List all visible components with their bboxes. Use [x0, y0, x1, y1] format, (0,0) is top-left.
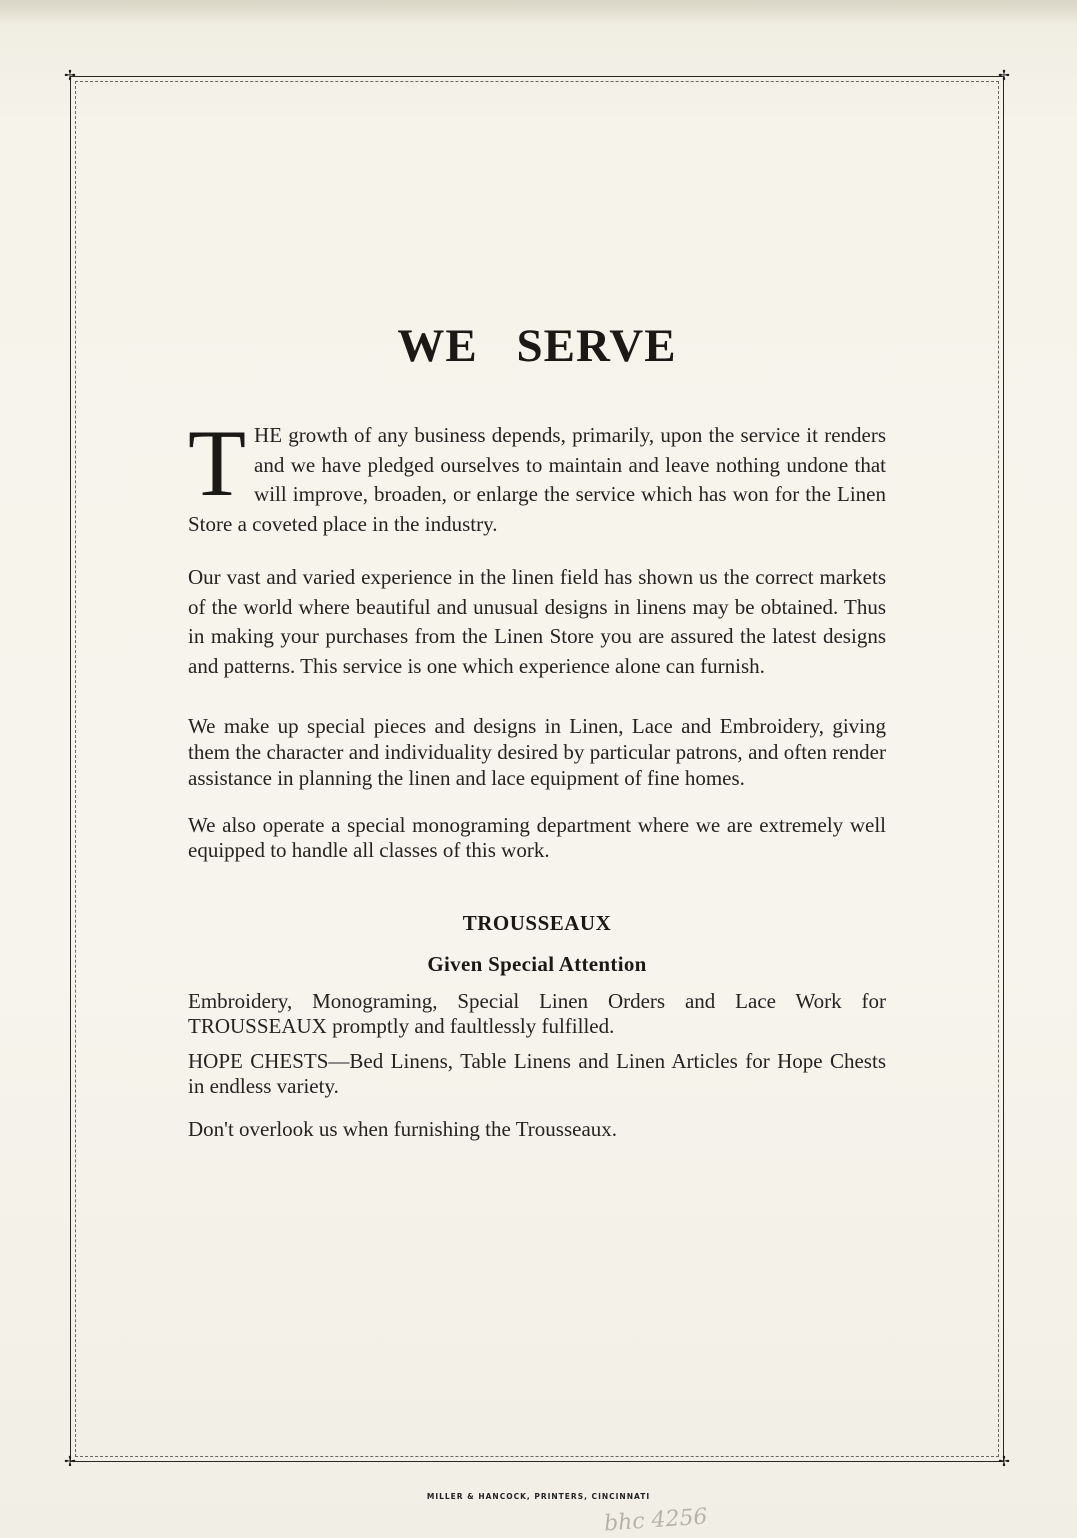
paragraph-trousseaux: Embroidery, Monograming, Special Linen Orders and Lace Work for TROUSSEAUX promptly and faultlessly fulfilled. [188, 989, 886, 1038]
drop-cap: T [188, 410, 247, 516]
paragraph-special-pieces: We make up special pieces and designs in Linen, Lace and Embroidery, giving them the character and individuality desired by particular patrons, and often render assistance in planning the linen and lace equipment of fine homes. [188, 714, 886, 790]
cross-ornament-icon: ✢ [998, 1454, 1010, 1470]
page-title: WE SERVE [397, 320, 677, 372]
cross-ornament-icon: ✢ [64, 1454, 76, 1470]
printer-credit: MILLER & HANCOCK, PRINTERS, CINCINNATI [426, 1492, 651, 1501]
handwritten-catalog-note: bhc 4256 [603, 1504, 709, 1537]
paragraph-hope-chests: HOPE CHESTS—Bed Linens, Table Linens and Linen Articles for Hope Chests in endless variety. [188, 1049, 886, 1098]
section-subheading: Given Special Attention [427, 952, 647, 976]
paragraph-experience: Our vast and varied experience in the linen field has shown us the correct markets of the world where beautiful and unusual designs in linens may be obtained. Thus in making your purchases from the Linen Store you are assured the latest designs and patterns. This service is one which experience alone can furnish. [188, 565, 886, 678]
paragraph-closing: Don't overlook us when furnishing the Trousseaux. [188, 1117, 618, 1141]
paragraph-monograming: We also operate a special monograming department where we are extremely well equipped to handle all classes of this work. [188, 813, 886, 862]
cross-ornament-icon: ✢ [64, 68, 76, 84]
cross-ornament-icon: ✢ [998, 68, 1010, 84]
main-text-block [188, 318, 886, 1142]
section-heading: TROUSSEAUX [462, 911, 612, 935]
paper-edge [0, 0, 1077, 26]
intro-paragraph [188, 410, 886, 539]
intro-text: HE growth of any business depends, primarily, upon the service it renders and we have pledged ourselves to maintain and leave nothing undone that will improve, broaden, or enlarge the service which has won for the Linen Store a coveted place in the industry. [188, 423, 886, 536]
